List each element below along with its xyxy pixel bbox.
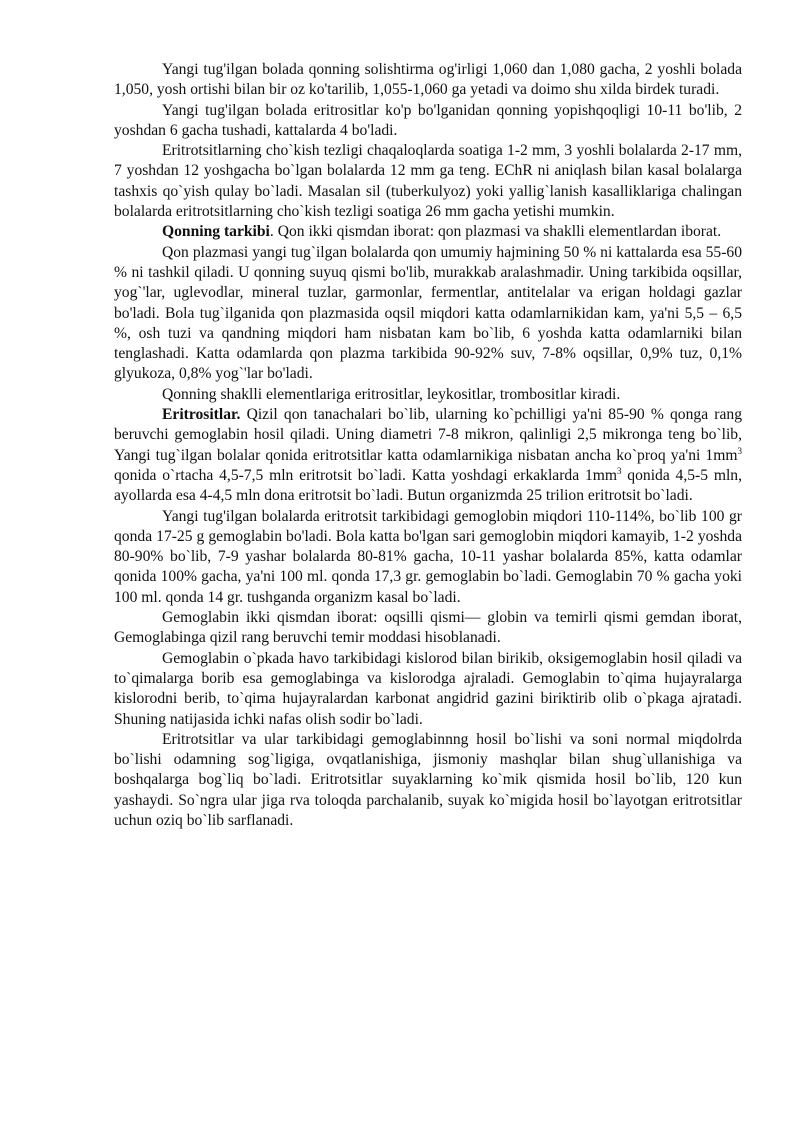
paragraph-text: Eritrotsitlarning cho`kish tezligi chaqaloqlarda soatiga 1-2 mm, 3 yoshli bolalarda 2-17 mm, 7 yoshdan 12 yoshgacha bo`lgan bolalarda 12 mm ga teng. EChR ni aniqlash bilan kasal bolalarga tashxis qo`yish qulay bo`ladi. Masalan sil (tuberkulyoz) yoki yallig`lanish kasalliklariga chalingan bolalarda eritrotsitlarning cho`kish tezligi soatiga 26 mm gacha yetishi mumkin. (114, 142, 742, 221)
paragraph-text: Gemoglabin o`pkada havo tarkibidagi kislorod bilan birikib, oksigemoglabin hosil qiladi va to`qimalarga borib esa gemoglabinga va kislorodga ajraladi. Gemoglabin to`qima hujayralarga kislorodni berib, to`qima hujayralardan karbonat angidrid gazini biriktirib olib o`pkaga ajratadi. Shuning natijasida ichki nafas olish sodir bo`ladi. (114, 649, 742, 728)
paragraph-hemoglobin-levels (114, 507, 742, 608)
paragraph-density (114, 60, 742, 101)
paragraph-formed-elements (114, 385, 742, 405)
paragraph-text: qonida o`rtacha 4,5-7,5 mln eritrotsit bo`ladi. Katta yoshdagi erkaklarda 1mm (114, 466, 617, 484)
paragraph-erythropoiesis (114, 730, 742, 831)
section-heading-blood-composition: Qonning tarkibi (162, 223, 270, 241)
superscript: 3 (737, 445, 742, 456)
paragraph-text: Qonning shaklli elementlariga eritrositlar, leykositlar, trombositlar kiradi. (162, 385, 621, 403)
paragraph-oxyhemoglobin (114, 649, 742, 730)
paragraph-text: Qizil qon tanachalari bo`lib, ularning ko`pchilligi ya'ni 85-90 % qonga rang beruvchi gemoglabin hosil qiladi. Uning diametri 7-8 mikron, qalinligi 2,5 mikronga teng bo`lib, Yangi tug`ilgan bolalar qonida eritrotsitlar katta odamlarnikiga nisbatan ancha ko`proq ya'ni 1mm (114, 406, 742, 464)
paragraph-viscosity (114, 101, 742, 142)
paragraph-hemoglobin-parts (114, 608, 742, 649)
section-heading-erythrocytes: Eritrositlar. (162, 406, 241, 424)
paragraph-text: Gemoglabin ikki qismdan iborat: oqsilli qismi— globin va temirli qismi gemdan iborat, Gemoglabinga qizil rang beruvchi temir moddasi hisoblanadi. (114, 609, 742, 647)
paragraph-text: . Qon ikki qismdan iborat: qon plazmasi va shaklli elementlardan iborat. (269, 223, 722, 241)
paragraph-plasma (114, 243, 742, 385)
paragraph-blood-composition (114, 222, 742, 242)
superscript: 3 (617, 465, 622, 476)
paragraph-text: Yangi tug'ilgan bolada eritrositlar ko'p bo'lganidan qonning yopishqoqligi 10-11 bo'lib, 2 yoshdan 6 gacha tushadi, kattalarda 4 bo'ladi. (114, 101, 742, 139)
paragraph-erythrocytes (114, 405, 742, 506)
document-page (114, 60, 742, 831)
paragraph-esr (114, 141, 742, 222)
paragraph-text: Qon plazmasi yangi tug`ilgan bolalarda qon umumiy hajmining 50 % ni kattalarda esa 55-60 % ni tashkil qiladi. U qonning suyuq qismi bo'lib, murakkab aralashmadir. Uning tarkibida oqsillar, yog`'lar, uglevodlar, mineral tuzlar, garmonlar, fermentlar, antitelalar va erigan holdagi gazlar bo'ladi. Bola tug`ilganida qon plazmasida oqsil miqdori katta odamlarnikidan kam, ya'ni 5,5 – 6,5 %, osh tuzi va qandning miqdori ham nisbatan kam bo`lib, 6 yoshda katta odamlarniki bilan tenglashadi. Katta odamlarda qon plazma tarkibida 90-92% suv, 7-8% oqsillar, 0,9% tuz, 0,1% glyukoza, 0,8% yog`'lar bo'ladi. (114, 243, 742, 383)
paragraph-text: qonida 4,5-5 mln, ayollarda esa 4-4,5 mln dona eritrotsit bo`ladi. Butun organizmda 25 trilion eritrotsit bo`ladi. (114, 466, 742, 505)
paragraph-text: Yangi tug'ilgan bolada qonning solishtirma og'irligi 1,060 dan 1,080 gacha, 2 yoshli bolada 1,050, yosh ortishi bilan bir oz ko'tarilib, 1,055-1,060 ga yetadi va doimo shu xilda birdek turadi. (114, 61, 742, 99)
paragraph-text: Eritrotsitlar va ular tarkibidagi gemoglabinnng hosil bo`lishi va soni normal miqdolrda bo`lishi odamning sog`ligiga, ovqatlanishiga, jismoniy mashqlar bilan shug`ullanishiga va boshqalarga bog`liq bo`ladi. Eritrotsitlar suyaklarning ko`mik qismida hosil bo`lib, 120 kun yashaydi. So`ngra ular jiga rva toloqda parchalanib, suyak ko`migida hosil bo`layotgan eritrotsitlar uchun oziq bo`lib sarflanadi. (114, 730, 742, 829)
paragraph-text: Yangi tug'ilgan bolalarda eritrotsit tarkibidagi gemoglobin miqdori 110-114%, bo`lib 100 gr qonda 17-25 g gemoglabin bo'ladi. Bola katta bo'lgan sari gemoglobin miqdori kamayib, 1-2 yoshda 80-90% bo`lib, 7-9 yashar bolalarda 80-81% gacha, 10-11 yashar bolalarda 85%, katta odamlar qonida 100% gacha, ya'ni 100 ml. qonda 17,3 gr. gemoglabin bo`ladi. Gemoglabin 70 % gacha yoki 100 ml. qonda 14 gr. tushganda organizm kasal bo`ladi. (114, 507, 742, 606)
